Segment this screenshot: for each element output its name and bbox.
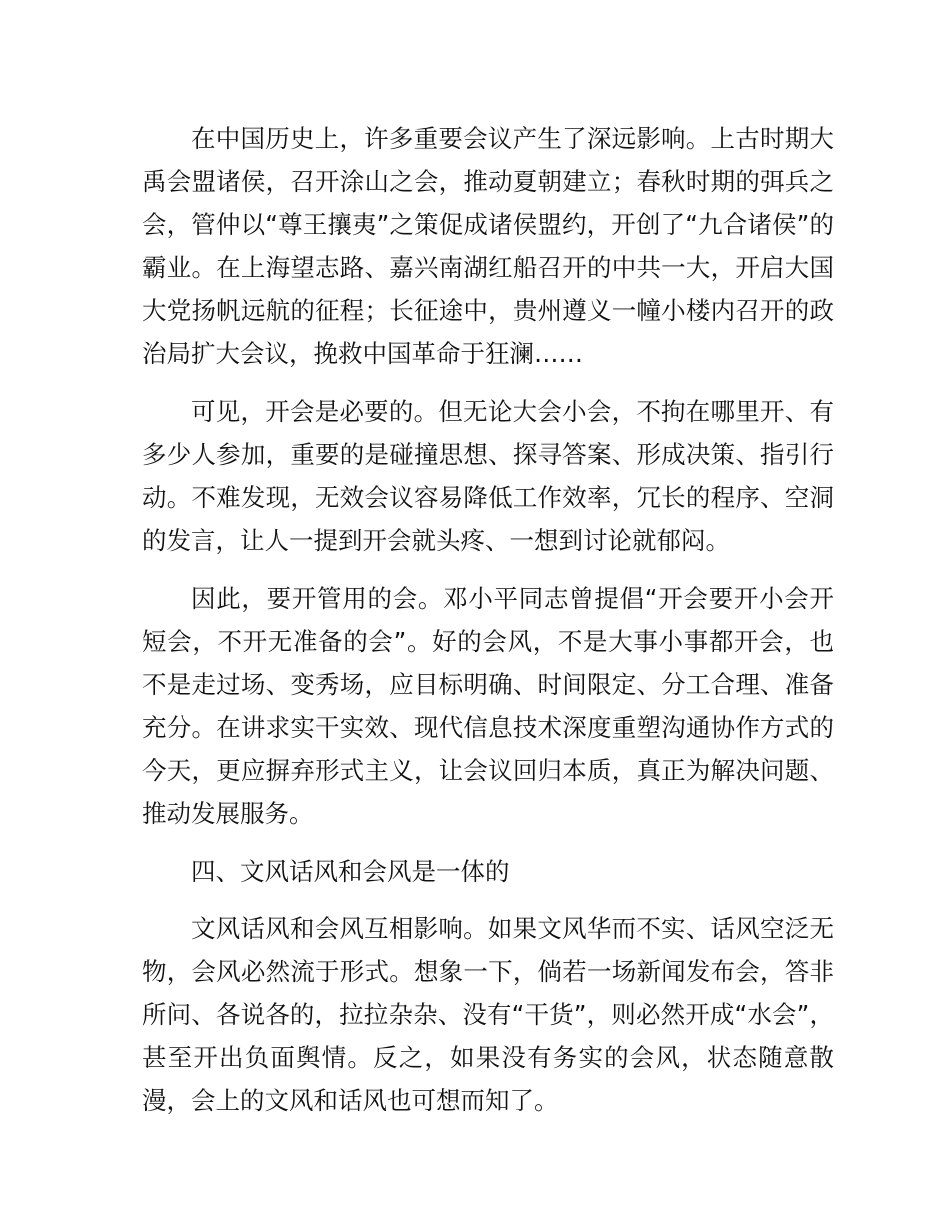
document-body: [142, 117, 834, 1137]
paragraph-style-interaction: 文风话风和会风互相影响。如果文风华而不实、话风空泛无物，会风必然流于形式。想象一下，倘若一场新闻发布会，答非所问、各说各的，拉拉杂杂、没有“干货”，则必然开成“水会”，甚至开出负面舆情。反之，如果没有务实的会风，状态随意散漫，会上的文风和话风也可想而知了。: [142, 914, 834, 1115]
paragraph-history-meetings: 在中国历史上，许多重要会议产生了深远影响。上古时期大禹会盟诸侯，召开涂山之会，推动夏朝建立；春秋时期的弭兵之会，管仲以“尊王攘夷”之策促成诸侯盟约，开创了“九合诸侯”的霸业。在上海望志路、嘉兴南湖红船召开的中共一大，开启大国大党扬帆远航的征程；长征途中，贵州遵义一幢小楼内召开的政治局扩大会议，挽救中国革命于狂澜……: [142, 124, 834, 368]
section-heading: 四、文风话风和会风是一体的: [191, 857, 510, 886]
paragraph-useful-meetings: 因此，要开管用的会。邓小平同志曾提倡“开会要开小会开短会，不开无准备的会”。好的会风，不是大事小事都开会，也不是走过场、变秀场，应目标明确、时间限定、分工合理、准备充分。在讲求实干实效、现代信息技术深度重塑沟通协作方式的今天，更应摒弃形式主义，让会议回归本质，真正为解决问题、推动发展服务。: [142, 584, 834, 828]
paragraph-meetings-necessary: 可见，开会是必要的。但无论大会小会，不拘在哪里开、有多少人参加，重要的是碰撞思想、探寻答案、形成决策、指引行动。不难发现，无效会议容易降低工作效率，冗长的程序、空洞的发言，让人一提到开会就头疼、一想到讨论就郁闷。: [142, 397, 834, 555]
